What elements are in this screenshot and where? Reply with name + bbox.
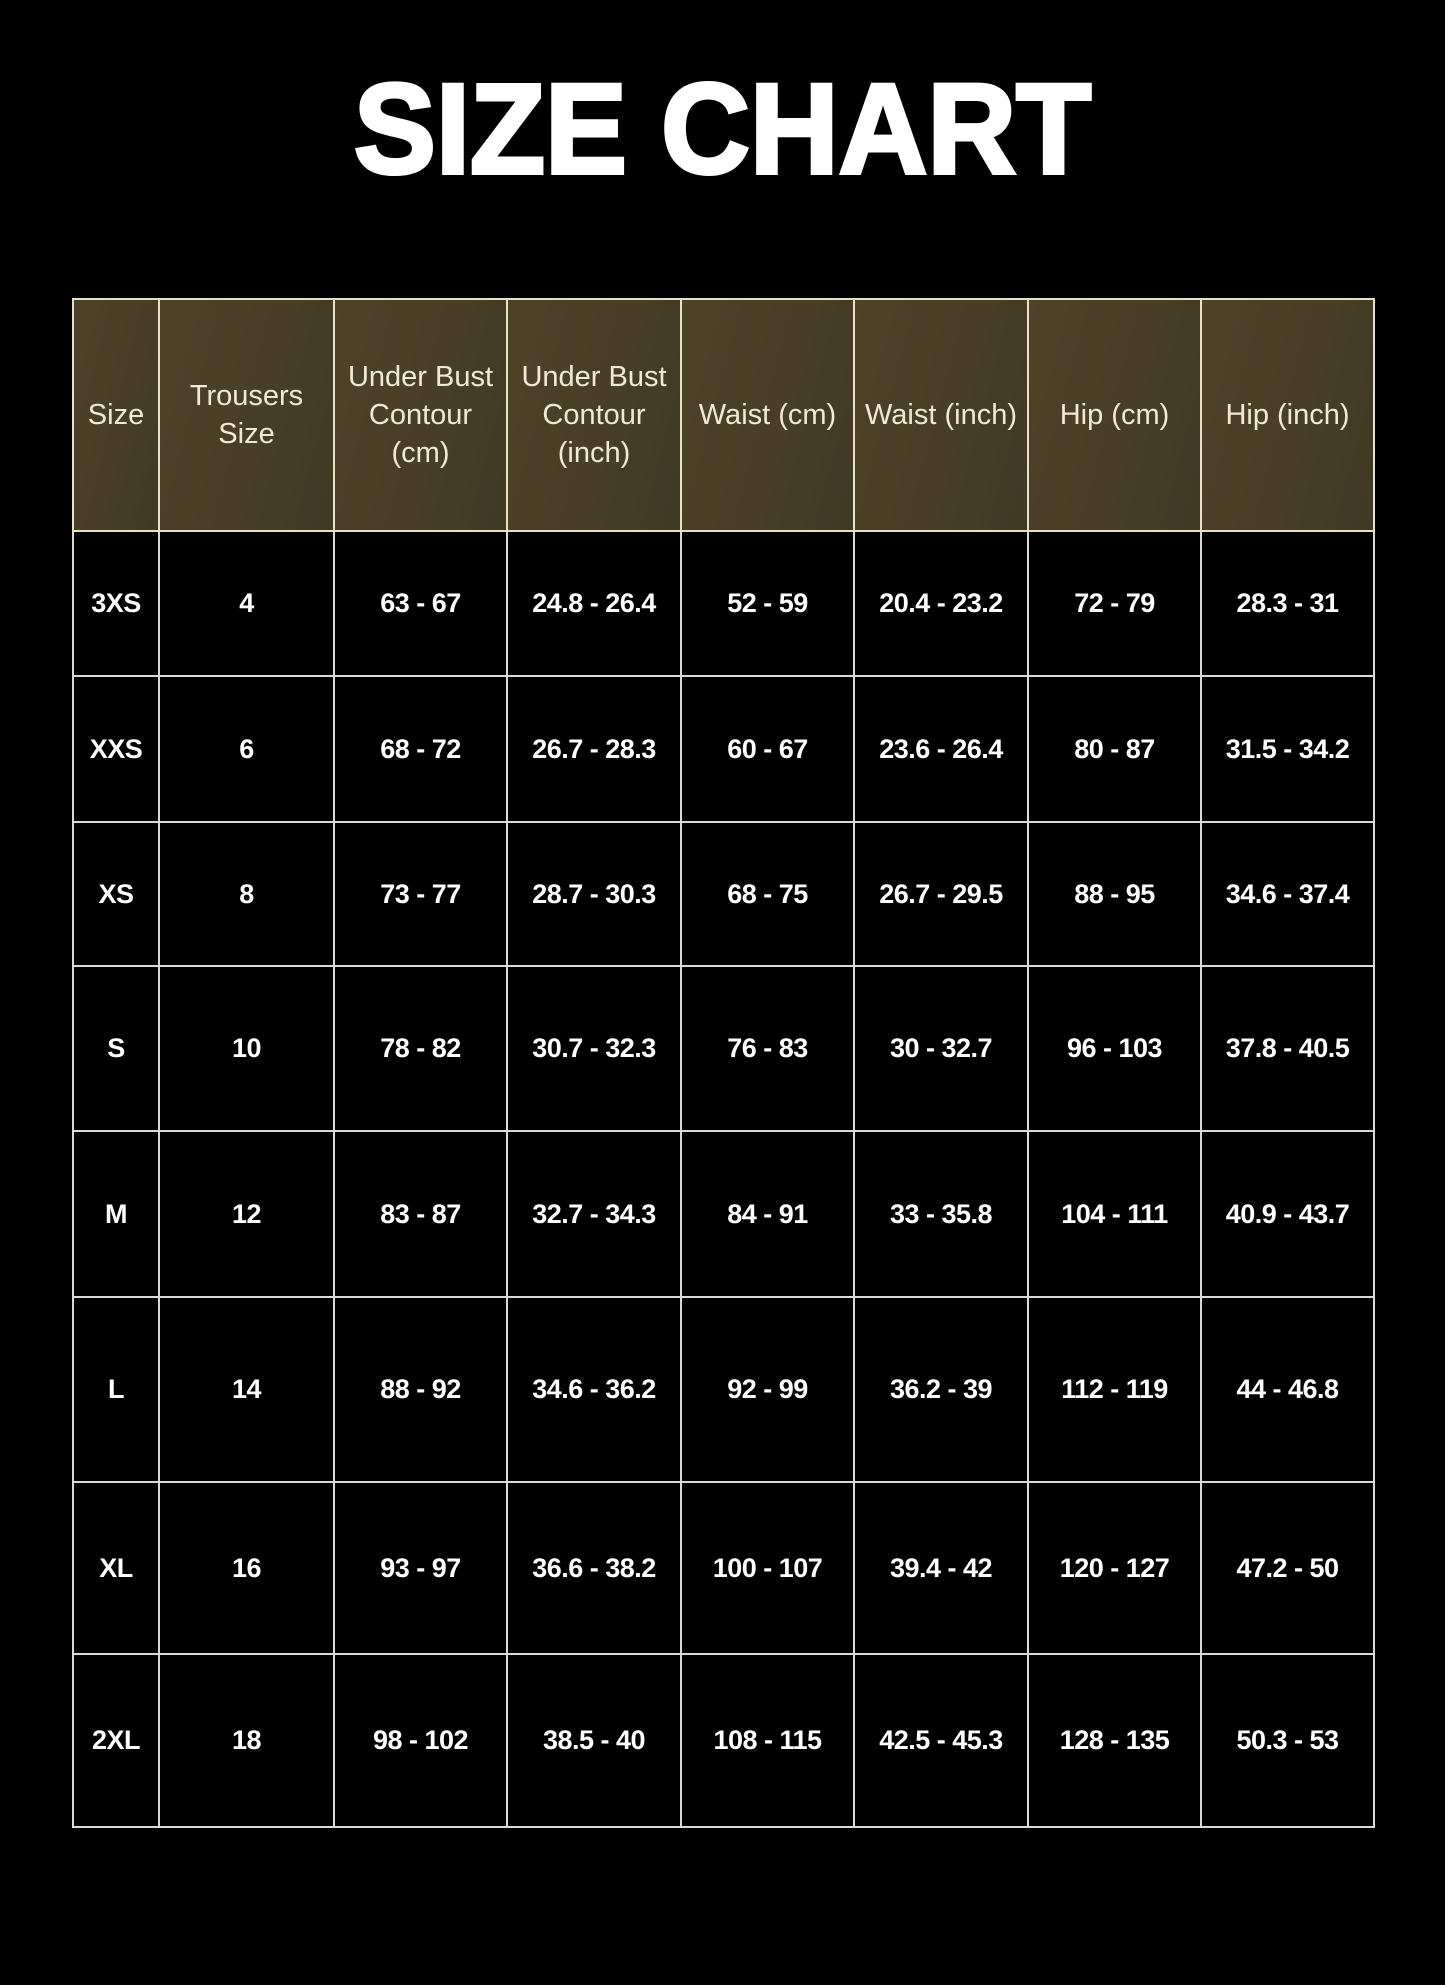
table-cell: 76 - 83 bbox=[681, 966, 854, 1131]
header-cell-size: Size bbox=[73, 299, 159, 531]
table-cell: 37.8 - 40.5 bbox=[1201, 966, 1374, 1131]
table-cell: 34.6 - 36.2 bbox=[507, 1297, 681, 1482]
table-cell: 24.8 - 26.4 bbox=[507, 531, 681, 676]
row-size-cell: XL bbox=[73, 1482, 159, 1654]
table-cell: 73 - 77 bbox=[334, 822, 507, 966]
table-cell: 88 - 95 bbox=[1028, 822, 1201, 966]
table-cell: 68 - 75 bbox=[681, 822, 854, 966]
table-row bbox=[73, 1654, 1374, 1827]
table-body bbox=[73, 531, 1374, 1827]
table-cell: 6 bbox=[159, 676, 334, 822]
table-cell: 60 - 67 bbox=[681, 676, 854, 822]
table-cell: 4 bbox=[159, 531, 334, 676]
table-cell: 28.7 - 30.3 bbox=[507, 822, 681, 966]
header-cell-waist-cm: Waist (cm) bbox=[681, 299, 854, 531]
table-header-row bbox=[73, 299, 1374, 531]
header-cell-under-bust-cm: Under Bust Contour (cm) bbox=[334, 299, 507, 531]
table-cell: 83 - 87 bbox=[334, 1131, 507, 1297]
table-cell: 52 - 59 bbox=[681, 531, 854, 676]
table-cell: 40.9 - 43.7 bbox=[1201, 1131, 1374, 1297]
table-cell: 10 bbox=[159, 966, 334, 1131]
table-row bbox=[73, 676, 1374, 822]
table-cell: 120 - 127 bbox=[1028, 1482, 1201, 1654]
table-cell: 36.2 - 39 bbox=[854, 1297, 1028, 1482]
size-chart-page bbox=[0, 58, 1445, 1985]
table-cell: 112 - 119 bbox=[1028, 1297, 1201, 1482]
header-cell-under-bust-inch: Under Bust Contour (inch) bbox=[507, 299, 681, 531]
row-size-cell: 3XS bbox=[73, 531, 159, 676]
row-size-cell: S bbox=[73, 966, 159, 1131]
row-size-cell: XXS bbox=[73, 676, 159, 822]
table-row bbox=[73, 1297, 1374, 1482]
table-cell: 39.4 - 42 bbox=[854, 1482, 1028, 1654]
table-header bbox=[73, 299, 1374, 531]
table-cell: 36.6 - 38.2 bbox=[507, 1482, 681, 1654]
header-cell-waist-inch: Waist (inch) bbox=[854, 299, 1028, 531]
table-cell: 68 - 72 bbox=[334, 676, 507, 822]
table-cell: 96 - 103 bbox=[1028, 966, 1201, 1131]
table-cell: 84 - 91 bbox=[681, 1131, 854, 1297]
table-cell: 98 - 102 bbox=[334, 1654, 507, 1827]
header-cell-hip-cm: Hip (cm) bbox=[1028, 299, 1201, 531]
table-cell: 93 - 97 bbox=[334, 1482, 507, 1654]
table-cell: 12 bbox=[159, 1131, 334, 1297]
table-cell: 100 - 107 bbox=[681, 1482, 854, 1654]
page-title: SIZE CHART bbox=[353, 58, 1092, 201]
header-cell-hip-inch: Hip (inch) bbox=[1201, 299, 1374, 531]
header-cell-trousers-size: Trousers Size bbox=[159, 299, 334, 531]
row-size-cell: 2XL bbox=[73, 1654, 159, 1827]
table-cell: 23.6 - 26.4 bbox=[854, 676, 1028, 822]
row-size-cell: L bbox=[73, 1297, 159, 1482]
table-cell: 44 - 46.8 bbox=[1201, 1297, 1374, 1482]
table-cell: 14 bbox=[159, 1297, 334, 1482]
table-cell: 128 - 135 bbox=[1028, 1654, 1201, 1827]
row-size-cell: M bbox=[73, 1131, 159, 1297]
size-chart-table-wrap bbox=[72, 298, 1373, 1828]
table-cell: 26.7 - 29.5 bbox=[854, 822, 1028, 966]
table-cell: 34.6 - 37.4 bbox=[1201, 822, 1374, 966]
table-cell: 28.3 - 31 bbox=[1201, 531, 1374, 676]
table-cell: 42.5 - 45.3 bbox=[854, 1654, 1028, 1827]
table-row bbox=[73, 1482, 1374, 1654]
table-cell: 104 - 111 bbox=[1028, 1131, 1201, 1297]
table-cell: 26.7 - 28.3 bbox=[507, 676, 681, 822]
table-cell: 88 - 92 bbox=[334, 1297, 507, 1482]
table-cell: 31.5 - 34.2 bbox=[1201, 676, 1374, 822]
table-cell: 78 - 82 bbox=[334, 966, 507, 1131]
table-cell: 20.4 - 23.2 bbox=[854, 531, 1028, 676]
table-cell: 72 - 79 bbox=[1028, 531, 1201, 676]
table-cell: 30 - 32.7 bbox=[854, 966, 1028, 1131]
table-cell: 47.2 - 50 bbox=[1201, 1482, 1374, 1654]
table-cell: 63 - 67 bbox=[334, 531, 507, 676]
table-row bbox=[73, 966, 1374, 1131]
size-chart-table bbox=[72, 298, 1375, 1828]
table-cell: 38.5 - 40 bbox=[507, 1654, 681, 1827]
table-cell: 8 bbox=[159, 822, 334, 966]
table-row bbox=[73, 1131, 1374, 1297]
table-cell: 16 bbox=[159, 1482, 334, 1654]
table-cell: 18 bbox=[159, 1654, 334, 1827]
row-size-cell: XS bbox=[73, 822, 159, 966]
table-cell: 30.7 - 32.3 bbox=[507, 966, 681, 1131]
table-cell: 80 - 87 bbox=[1028, 676, 1201, 822]
table-cell: 50.3 - 53 bbox=[1201, 1654, 1374, 1827]
table-cell: 33 - 35.8 bbox=[854, 1131, 1028, 1297]
table-cell: 92 - 99 bbox=[681, 1297, 854, 1482]
table-row bbox=[73, 531, 1374, 676]
table-cell: 32.7 - 34.3 bbox=[507, 1131, 681, 1297]
table-cell: 108 - 115 bbox=[681, 1654, 854, 1827]
table-row bbox=[73, 822, 1374, 966]
